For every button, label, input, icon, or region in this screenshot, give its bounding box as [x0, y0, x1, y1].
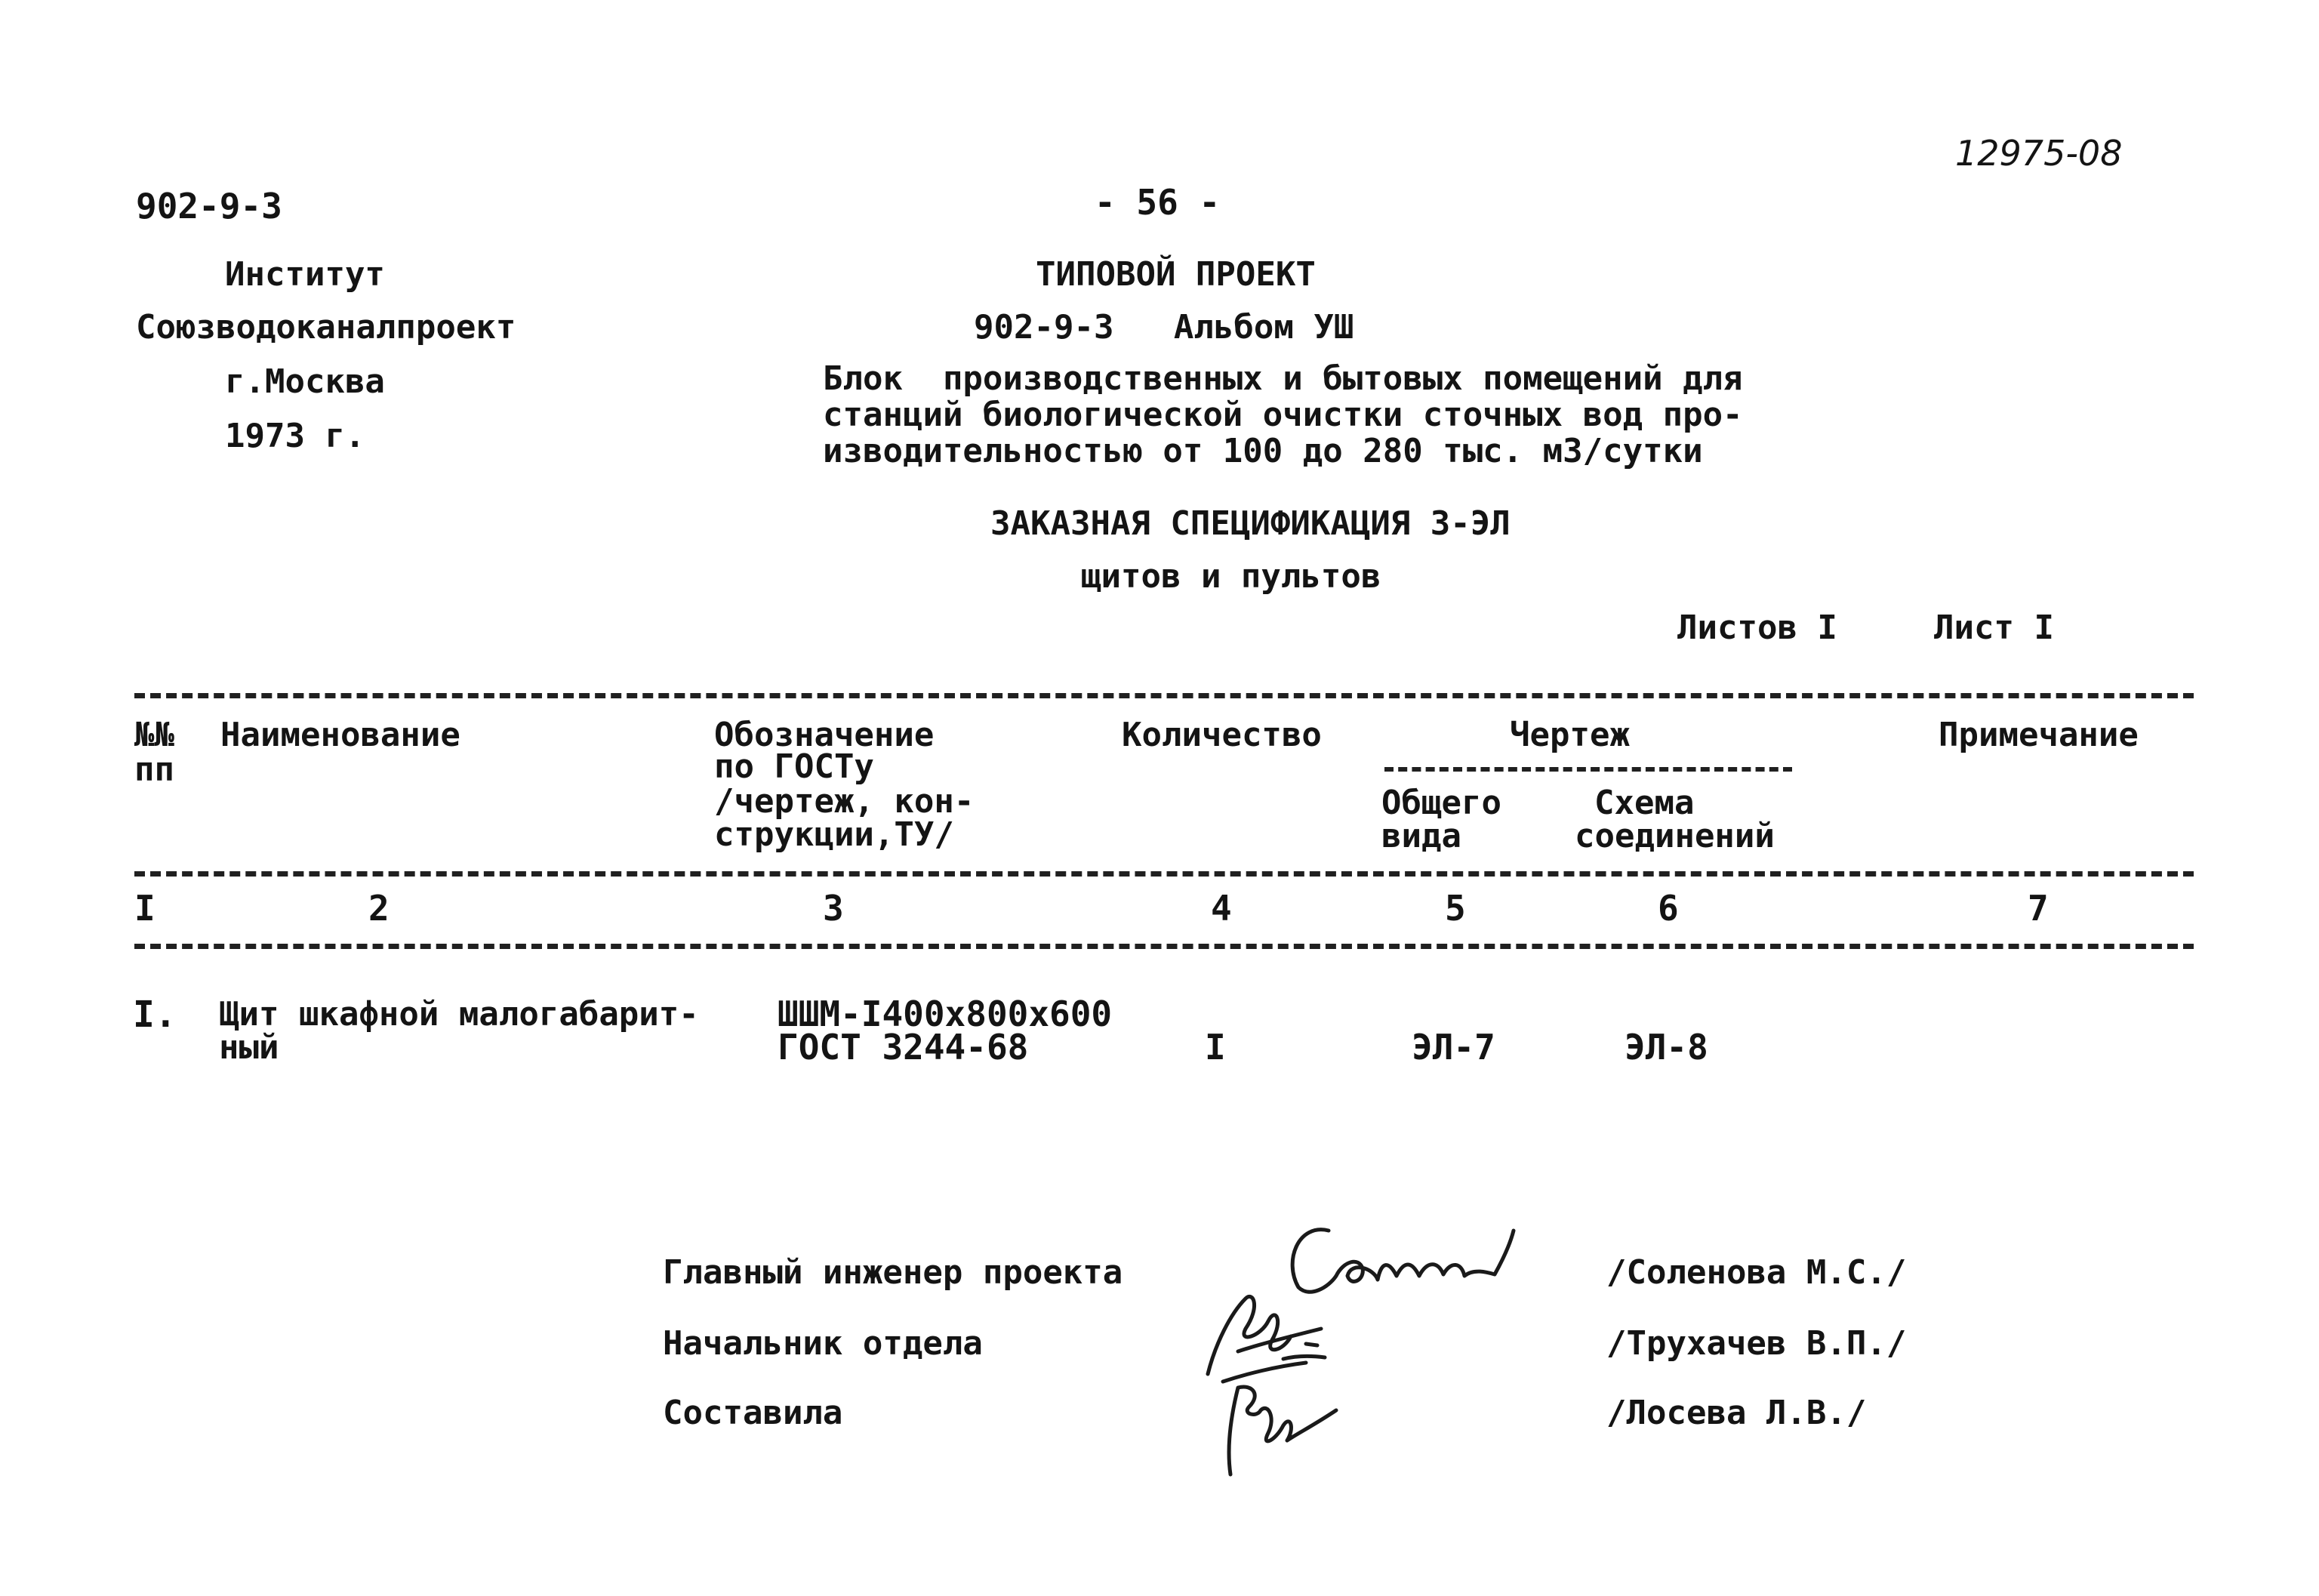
header-scheme-line-2: соединений	[1575, 817, 1775, 855]
name-chief-engineer: /Соленова М.С./	[1606, 1253, 1907, 1292]
row-designation-line-1: ШШМ-I400x800x600	[778, 994, 1113, 1034]
project-description-line-1: Блок производственных и бытовых помещений для	[823, 359, 1743, 398]
project-description-line-3: изводительностью от 100 до 280 тыс. м3/сутки	[823, 432, 1703, 470]
header-scheme-line-1: Схема	[1594, 784, 1695, 822]
spec-subtitle: щитов и пультов	[1081, 557, 1381, 596]
column-number-3: 3	[823, 888, 844, 929]
header-note: Примечание	[1939, 716, 2139, 754]
header-quantity: Количество	[1122, 716, 1322, 754]
row-name-line-1: Щит шкафной малогабарит-	[219, 995, 699, 1034]
role-compiler: Составила	[663, 1394, 843, 1432]
table-numbers-rule	[134, 944, 2194, 949]
column-number-6: 6	[1658, 888, 1679, 929]
header-general-view-line-2: вида	[1381, 817, 1461, 855]
header-num-line-1: №№	[134, 716, 174, 754]
spec-title: ЗАКАЗНАЯ СПЕЦИФИКАЦИЯ 3-ЭЛ	[990, 504, 1511, 543]
row-number: I.	[133, 994, 177, 1036]
column-number-2: 2	[368, 888, 390, 929]
institute-year: 1973 г.	[225, 417, 365, 455]
column-number-1: I	[134, 888, 156, 929]
institute-city: г.Москва	[225, 362, 385, 401]
column-number-7: 7	[2028, 888, 2049, 929]
archive-number: 12975-08	[1955, 133, 2123, 174]
table-top-rule	[134, 693, 2194, 698]
project-description-line-2: станций биологической очистки сточных вод про-	[823, 396, 1743, 434]
sheet-number: Лист I	[1934, 609, 2054, 647]
header-designation-line-1: Обозначение	[714, 716, 935, 754]
header-designation-line-4: струкции,ТУ/	[714, 815, 954, 854]
header-name: Наименование	[220, 716, 460, 754]
sheets-total: Листов I	[1677, 609, 1837, 647]
table-header-rule	[134, 871, 2194, 877]
column-number-4: 4	[1211, 888, 1232, 929]
header-drawing: Чертеж	[1510, 716, 1630, 754]
role-department-head: Начальник отдела	[663, 1324, 983, 1363]
header-num-line-2: пп	[134, 750, 174, 789]
header-drawing-rule	[1384, 767, 1792, 772]
doc-code: 902-9-3	[136, 186, 282, 226]
signature-compiler	[1215, 1373, 1366, 1478]
name-compiler: /Лосева Л.В./	[1606, 1394, 1867, 1432]
header-designation-line-2: по ГОСТу	[714, 747, 874, 786]
role-chief-engineer: Главный инженер проекта	[663, 1253, 1123, 1292]
row-designation-line-2: ГОСТ 3244-68	[778, 1027, 1029, 1068]
name-department-head: /Трухачев В.П./	[1606, 1324, 1907, 1363]
row-quantity: I	[1205, 1027, 1226, 1068]
row-connection-scheme: ЭЛ-8	[1625, 1027, 1708, 1068]
header-general-view-line-1: Общего	[1381, 784, 1501, 822]
project-type: ТИПОВОЙ ПРОЕКТ	[1036, 255, 1316, 294]
header-designation-line-3: /чертеж, кон-	[714, 782, 975, 821]
page-number: - 56 -	[1095, 182, 1221, 223]
column-number-5: 5	[1445, 888, 1466, 929]
row-general-view: ЭЛ-7	[1412, 1027, 1495, 1068]
institute-label: Институт	[225, 255, 385, 294]
row-name-line-2: ный	[219, 1028, 279, 1067]
institute-name: Союзводоканалпроект	[136, 308, 516, 347]
album-title: 902-9-3 Альбом УШ	[974, 308, 1354, 347]
